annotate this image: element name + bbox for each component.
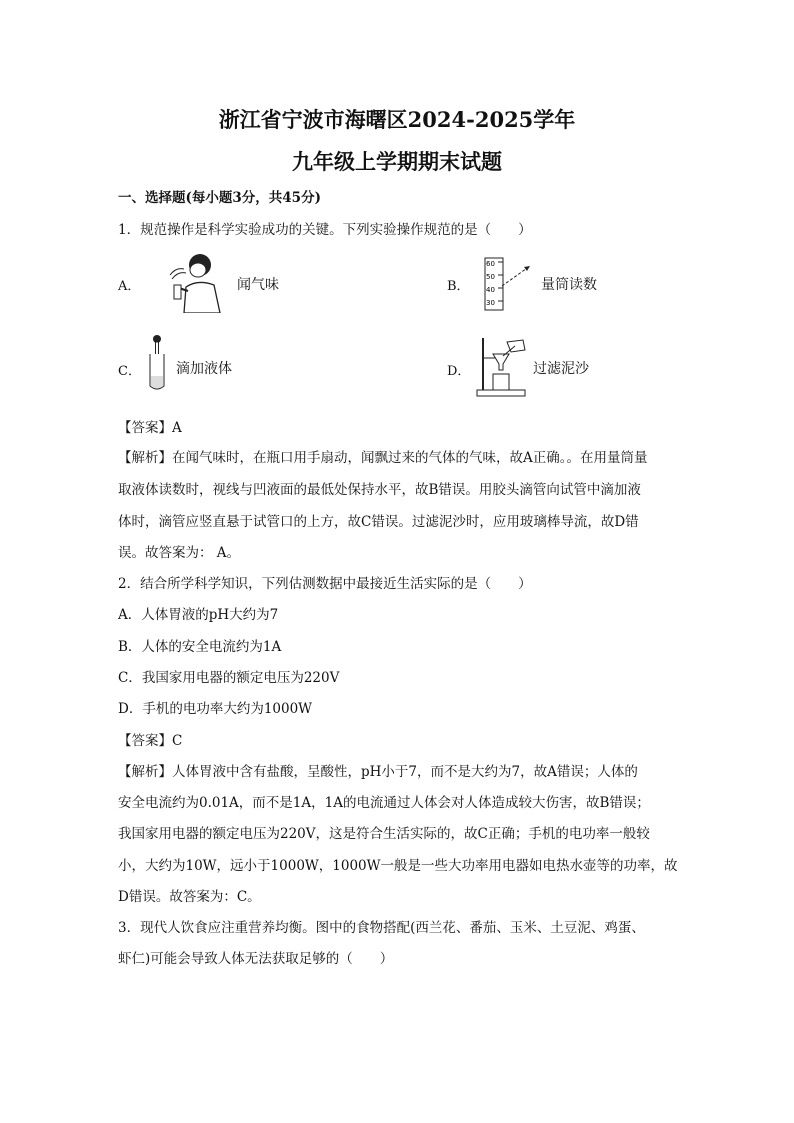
q2-option-a: A．人体胃液的pH大约为7	[118, 607, 279, 623]
q1-option-a-caption: 闻气味	[237, 277, 279, 293]
q2-option-d: D．手机的电功率大约为1000W	[118, 701, 313, 717]
q2-option-c: C．我国家用电器的额定电压为220V	[118, 670, 340, 686]
q1-option-c-label: C．	[118, 364, 141, 379]
q2-answer: 【答案】C	[118, 733, 183, 749]
q1-option-d-label: D．	[447, 364, 471, 379]
q1-option-a-label: A．	[118, 279, 141, 294]
q1-stem: 1．规范操作是科学实验成功的关键。下列实验操作规范的是（ ）	[118, 222, 532, 238]
q1-option-b-label: B．	[447, 279, 470, 294]
filtration-figure	[475, 334, 531, 398]
q2-analysis-line1: 【解析】人体胃液中含有盐酸，呈酸性，pH小于7，而不是大约为7，故A错误；人体的	[118, 764, 638, 780]
scale-40: 40	[486, 286, 495, 294]
q1-option-d-caption: 过滤泥沙	[533, 361, 589, 377]
q1-analysis-line3: 体时，滴管应竖直悬于试管口的上方，故C错误。过滤泥沙时，应用玻璃棒导流，故D错	[118, 514, 639, 530]
section-heading: 一、选择题(每小题3分，共45分)	[118, 190, 321, 206]
scale-60: 60	[486, 260, 495, 268]
q2-analysis-line4: 小，大约为10W，远小于1000W，1000W一般是一些大功率用电器如电热水壶等的功率，故	[118, 858, 678, 874]
q2-analysis-line5: D错误。故答案为：C。	[118, 889, 261, 905]
q2-stem: 2．结合所学科学知识，下列估测数据中最接近生活实际的是（ ）	[118, 576, 532, 592]
q1-analysis-line2: 取液体读数时，视线与凹液面的最低处保持水平，故B错误。用胶头滴管向试管中滴加液	[118, 482, 641, 498]
q3-stem-line2: 虾仁)可能会导致人体无法获取足够的（ ）	[118, 951, 394, 967]
q1-analysis-line4: 误。故答案为： A。	[118, 545, 241, 561]
q1-answer: 【答案】A	[118, 420, 182, 436]
doc-title-line2: 九年级上学期期末试题	[292, 149, 502, 174]
q1-option-c-caption: 滴加液体	[176, 361, 232, 377]
q3-stem-line1: 3．现代人饮食应注重营养均衡。图中的食物搭配(西兰花、番茄、玉米、土豆泥、鸡蛋、	[118, 920, 645, 936]
q2-option-b: B．人体的安全电流约为1A	[118, 639, 282, 655]
q1-analysis-line1: 【解析】在闻气味时，在瓶口用手扇动，闻飘过来的气体的气味，故A正确。。在用量筒量	[118, 450, 648, 466]
q2-analysis-line2: 安全电流约为0.01A，而不是1A，1A的电流通过人体会对人体造成较大伤害，故B错误；	[118, 795, 650, 811]
smell-gas-figure	[158, 251, 226, 313]
scale-50: 50	[486, 273, 495, 281]
q2-analysis-line3: 我国家用电器的额定电压为220V，这是符合生活实际的，故C正确；手机的电功率一般较	[118, 826, 650, 842]
q1-option-b-caption: 量筒读数	[541, 277, 597, 293]
doc-title-line1: 浙江省宁波市海曙区2024-2025学年	[218, 107, 576, 132]
cylinder-reading-figure	[480, 256, 540, 312]
dropper-figure	[146, 334, 168, 392]
scale-30: 30	[486, 299, 495, 307]
